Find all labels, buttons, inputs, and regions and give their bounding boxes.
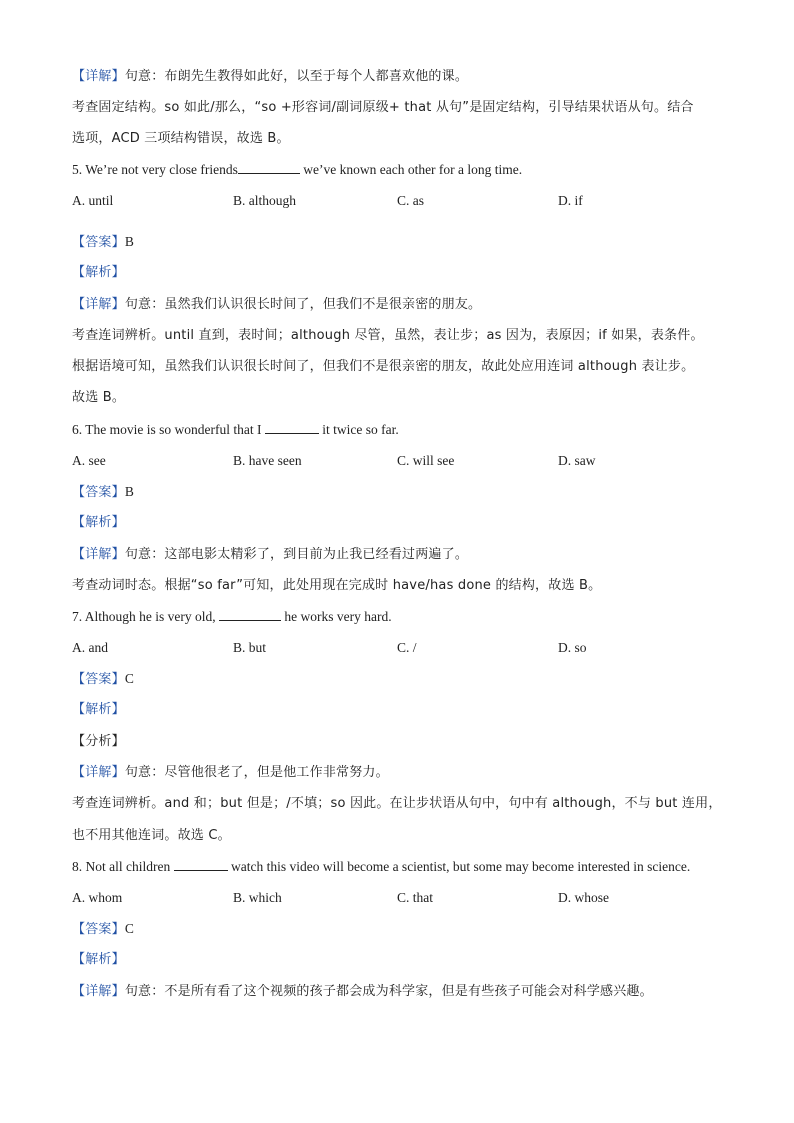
answer-line (72, 233, 134, 252)
question-text: watch this video will become a scientist, but some may become interested in science. (227, 859, 691, 874)
question-8 (72, 858, 690, 876)
answer-blank (265, 421, 319, 434)
detail-tag: 【详解】 (72, 297, 125, 312)
detail-tag: 【详解】 (72, 69, 125, 84)
option-b: B. which (233, 890, 282, 905)
option-d: D. so (558, 640, 587, 655)
option-a: A. and (72, 640, 108, 655)
question-text: it twice so far. (318, 422, 399, 437)
question-text: 7. Although he is very old, (72, 609, 219, 624)
answer-tag: 【答案】 (72, 485, 125, 500)
option-d: D. saw (558, 453, 596, 468)
detail-tag: 【详解】 (72, 765, 125, 780)
question-text: 8. Not all children (72, 859, 174, 874)
question-text: we’ve known each other for a long time. (299, 162, 523, 177)
detail-line (72, 983, 653, 1001)
explanation-line: 故选 B。 (72, 390, 126, 405)
option-c: C. as (397, 193, 424, 208)
detail-text: 句意：这部电影太精彩了，到目前为止我已经看过两遍了。 (124, 547, 469, 562)
answer-blank (238, 161, 300, 174)
explanation-line: 考查连词辨析。and 和；but 但是；/不填；so 因此。在让步状语从句中，句中有 although，不与 but 连用， (72, 796, 722, 811)
answer-blank (174, 858, 228, 871)
answer-line (72, 920, 134, 939)
answer-tag: 【答案】 (72, 672, 125, 687)
fenxi-tag: 【分析】 (72, 734, 125, 749)
question-text: 5. We’re not very close friends (72, 162, 238, 177)
detail-line (72, 764, 389, 782)
detail-line (72, 546, 468, 564)
answer-value: B (124, 234, 135, 249)
option-d: D. if (558, 193, 583, 208)
explanation-line: 考查连词辨析。until 直到，表时间；although 尽管，虽然，表让步；as 因为，表原因；if 如果，表条件。 (72, 328, 704, 343)
detail-text: 句意：虽然我们认识很长时间了，但我们不是很亲密的朋友。 (124, 297, 482, 312)
question-text: 6. The movie is so wonderful that I (72, 422, 265, 437)
detail-text: 句意：布朗先生教得如此好，以至于每个人都喜欢他的课。 (124, 69, 469, 84)
detail-tag: 【详解】 (72, 984, 125, 999)
detail-tag: 【详解】 (72, 547, 125, 562)
detail-text: 句意：不是所有看了这个视频的孩子都会成为科学家，但是有些孩子可能会对科学感兴趣。 (124, 984, 653, 999)
detail-line (72, 68, 468, 86)
explanation-line: 考查固定结构。so 如此/那么，“so +形容词/副词原级+ that 从句”是固定结构，引导结果状语从句。结合 (72, 100, 694, 115)
question-6 (72, 421, 399, 439)
option-d: D. whose (558, 890, 609, 905)
option-b: B. but (233, 640, 267, 655)
option-a: A. see (72, 453, 106, 468)
explanation-line: 选项，ACD 三项结构错误，故选 B。 (72, 131, 290, 146)
analysis-tag: 【解析】 (72, 265, 125, 280)
option-c: C. will see (397, 453, 455, 468)
question-7 (72, 608, 392, 626)
answer-tag: 【答案】 (72, 235, 125, 250)
option-a: A. until (72, 193, 114, 208)
detail-line (72, 296, 481, 314)
answer-value: C (124, 921, 135, 936)
option-c: C. that (397, 890, 433, 905)
detail-text: 句意：尽管他很老了，但是他工作非常努力。 (124, 765, 389, 780)
option-a: A. whom (72, 890, 123, 905)
explanation-line: 考查动词时态。根据“so far”可知，此处用现在完成时 have/has done 的结构，故选 B。 (72, 578, 602, 593)
option-c: C. / (397, 640, 417, 655)
answer-value: C (124, 671, 135, 686)
answer-value: B (124, 484, 135, 499)
answer-line (72, 483, 134, 502)
option-b: B. have seen (233, 453, 302, 468)
option-b: B. although (233, 193, 296, 208)
analysis-tag: 【解析】 (72, 515, 125, 530)
explanation-line: 根据语境可知，虽然我们认识很长时间了，但我们不是很亲密的朋友，故此处应用连词 although 表让步。 (72, 359, 695, 374)
answer-tag: 【答案】 (72, 922, 125, 937)
answer-line (72, 670, 134, 689)
explanation-line: 也不用其他连词。故选 C。 (72, 828, 231, 843)
analysis-tag: 【解析】 (72, 952, 125, 967)
analysis-tag: 【解析】 (72, 702, 125, 717)
question-text: he works very hard. (281, 609, 392, 624)
question-5 (72, 161, 522, 179)
answer-blank (219, 608, 281, 621)
